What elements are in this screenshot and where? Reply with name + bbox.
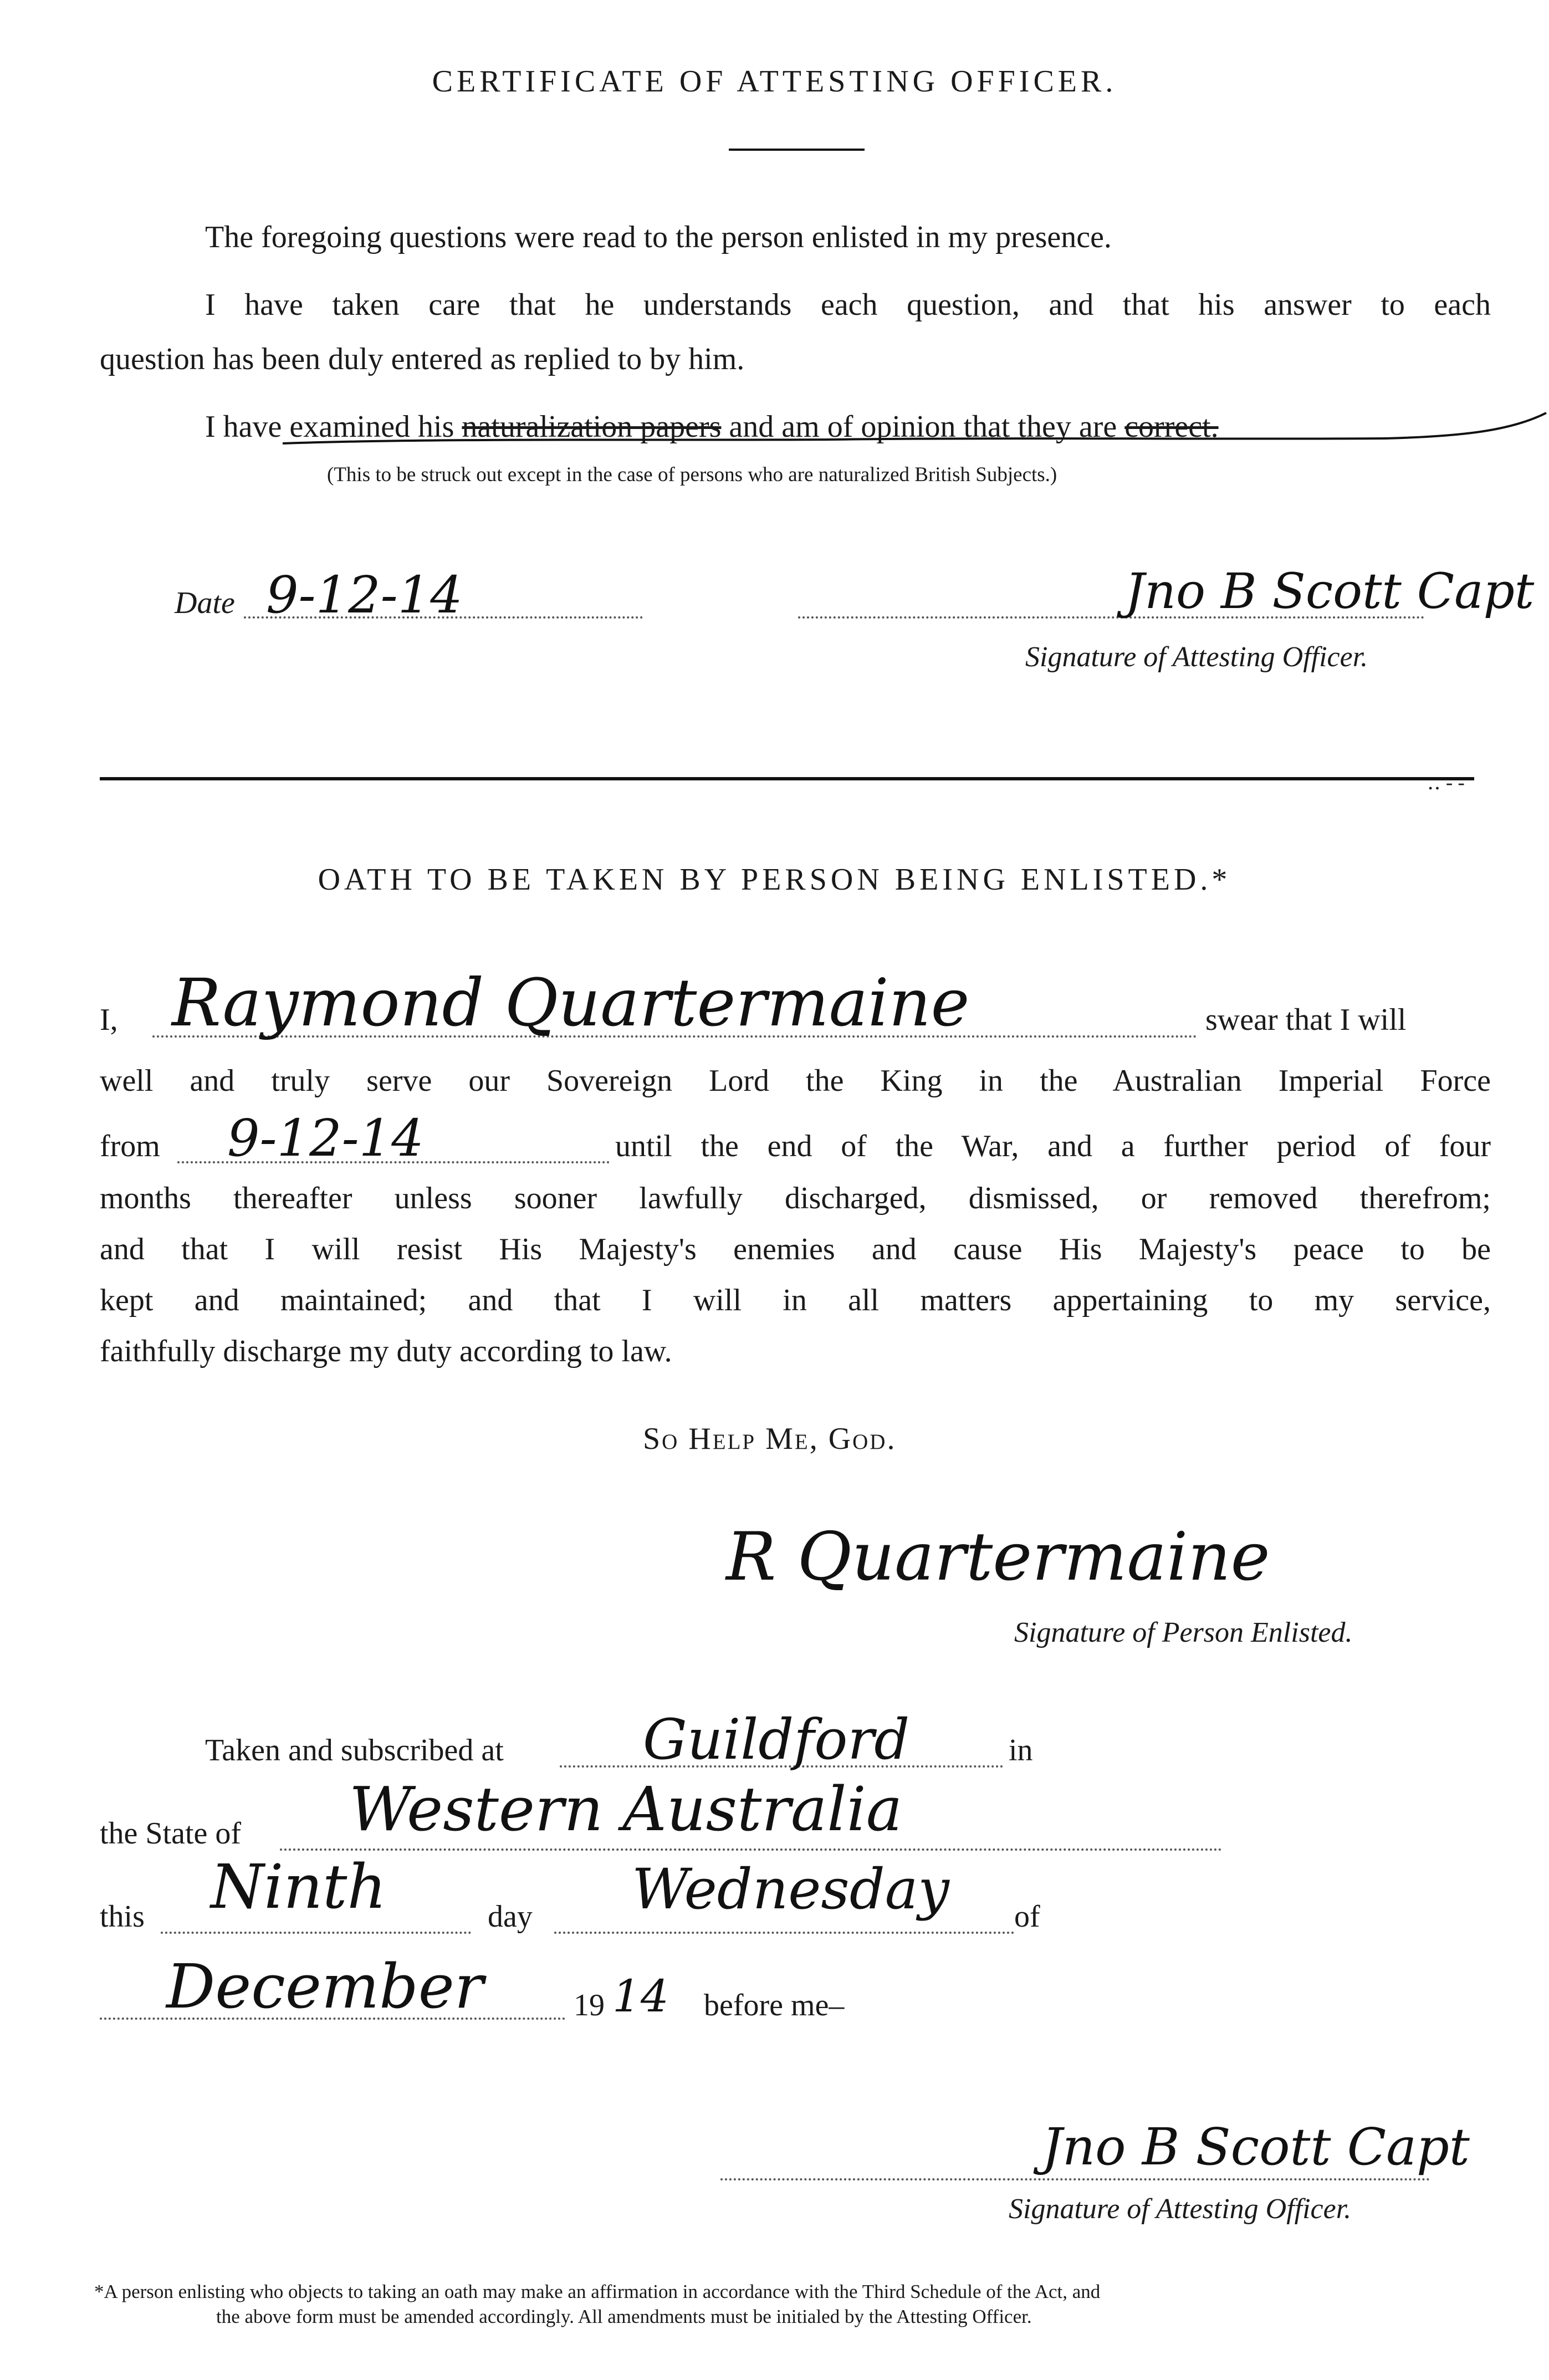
date-value: 9-12-14 xyxy=(266,565,463,625)
state-dotted-line xyxy=(280,1848,1222,1851)
certificate-line-2a: I have taken care that he understands each question, and that his answer to each xyxy=(205,288,1491,322)
oath-from-date: 9-12-14 xyxy=(227,1109,424,1168)
before-me: before me– xyxy=(704,1988,845,2023)
oath-line-4: months thereafter unless sooner lawfully discharged, dismissed, or removed therefrom; xyxy=(100,1181,1491,1215)
oath-line-7: faithfully discharge my duty according to law. xyxy=(100,1334,672,1368)
oath-from-label: from xyxy=(100,1129,160,1163)
line3-prefix: I have examined his xyxy=(205,410,462,444)
place-value: Guildford xyxy=(643,1707,910,1772)
certificate-line-2b: question has been duly entered as replied to by him. xyxy=(100,342,745,376)
footnote-line-1: *A person enlisting who objects to taking an oath may make an affirmation in accordance with the Third Schedule of the Act, and xyxy=(94,2281,1101,2302)
day-dotted-line xyxy=(161,1932,471,1934)
day-label: day xyxy=(488,1899,533,1934)
oath-line-2: well and truly serve our Sovereign Lord the King in the Australian Imperial Force xyxy=(100,1064,1491,1098)
oath-heading: OATH TO BE TAKEN BY PERSON BEING ENLISTED.* xyxy=(318,862,1231,897)
naturalization-note: (This to be struck out except in the case of persons who are naturalized British Subjects.) xyxy=(327,463,1057,486)
oath-swear: swear that I will xyxy=(1205,1003,1407,1037)
of-label: of xyxy=(1014,1899,1040,1934)
footnote-line-2: the above form must be amended accordingly. All amendments must be initialed by the Attesting Officer. xyxy=(216,2306,1032,2327)
weekday-dotted-line xyxy=(554,1932,1014,1934)
struck-correct: correct. xyxy=(1124,410,1219,444)
person-enlisted-signature: R Quartermaine xyxy=(726,1519,1270,1596)
state-label: the State of xyxy=(100,1816,242,1851)
strike-through-scrawl xyxy=(277,396,1549,468)
year-suffix: 14 xyxy=(612,1970,669,2022)
attesting-officer-signature-label: Signature of Attesting Officer. xyxy=(1025,641,1368,673)
final-officer-signature-dotted-line xyxy=(720,2178,1430,2180)
certificate-line-1: The foregoing questions were read to the person enlisted in my presence. xyxy=(205,220,1112,254)
oath-i: I, xyxy=(100,1003,118,1037)
month-value: December xyxy=(166,1951,484,2022)
day-value: Ninth xyxy=(211,1851,387,1922)
oath-line-5: and that I will resist His Majesty's enemies and cause His Majesty's peace to be xyxy=(100,1232,1491,1266)
year-prefix: 19 xyxy=(574,1988,605,2023)
line3-rest: and am of opinion that they are xyxy=(721,410,1125,444)
in-label: in xyxy=(1009,1733,1033,1768)
person-enlisted-signature-label: Signature of Person Enlisted. xyxy=(1014,1617,1353,1648)
weekday-value: Wednesday xyxy=(632,1857,949,1922)
date-label: Date xyxy=(175,586,235,620)
this-label: this xyxy=(100,1899,145,1934)
section-divider-dots: ‥ ‑ ‑ xyxy=(1427,772,1465,794)
attesting-officer-signature: Jno B Scott Capt xyxy=(1125,563,1535,620)
so-help-me-god: So Help Me, God. xyxy=(643,1422,897,1456)
final-attesting-officer-signature: Jno B Scott Capt xyxy=(1042,2117,1470,2177)
final-attesting-officer-signature-label: Signature of Attesting Officer. xyxy=(1009,2193,1352,2225)
heading-divider xyxy=(729,149,865,151)
taken-subscribed-label: Taken and subscribed at xyxy=(205,1733,504,1768)
oath-line-3-rest: until the end of the War, and a further period of four xyxy=(615,1129,1491,1163)
state-value: Western Australia xyxy=(349,1774,903,1845)
struck-naturalization-papers: naturalization papers xyxy=(462,410,722,444)
section-divider xyxy=(100,777,1474,780)
enlistee-name: Raymond Quartermaine xyxy=(172,964,970,1041)
oath-line-6: kept and maintained; and that I will in all matters appertaining to my service, xyxy=(100,1283,1491,1317)
certificate-heading: CERTIFICATE OF ATTESTING OFFICER. xyxy=(432,64,1117,99)
